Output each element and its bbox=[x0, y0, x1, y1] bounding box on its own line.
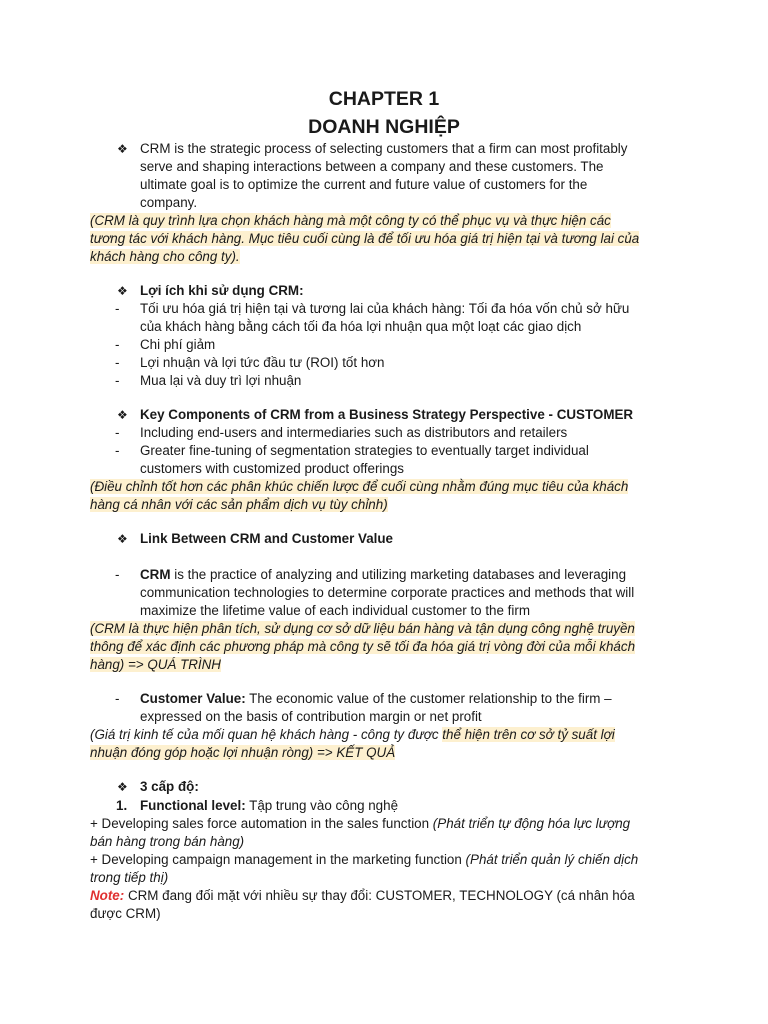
note-label: Note: bbox=[90, 888, 125, 903]
benefit-item: Tối ưu hóa giá trị hiện tại và tương lai của khách hàng: Tối đa hóa vốn chủ sở hữu bbox=[140, 301, 630, 316]
benefits-heading: Lợi ích khi sử dụng CRM: bbox=[140, 283, 304, 298]
intro-vi-text: (CRM là quy trình lựa chọn khách hàng mà một công ty có thể phục vụ và thực hiện các bbox=[90, 213, 611, 228]
crm-definition-line: maximize the lifetime value of each individual customer to the firm bbox=[140, 603, 530, 618]
crm-vi-line bbox=[90, 656, 221, 674]
components-vi-text: (Điều chỉnh tốt hơn các phân khúc chiến lược để cuối cùng nhằm đúng mục tiêu của khách bbox=[90, 479, 629, 494]
intro-vi-text: khách hàng cho công ty). bbox=[90, 249, 240, 264]
benefit-item: Lợi nhuận và lợi tức đầu tư (ROI) tốt hơn bbox=[140, 355, 385, 370]
level-item bbox=[140, 797, 398, 815]
intro-vi-line bbox=[90, 212, 611, 230]
value-vi-line bbox=[90, 726, 615, 744]
crm-vi-text: thông để xác định các phương pháp mà công ty sẽ tối đa hóa giá trị vòng đời của mỗi khách bbox=[90, 639, 636, 654]
note-line: được CRM) bbox=[90, 906, 161, 921]
value-vi-highlight: thể hiện trên cơ sở tỷ suất lợi bbox=[442, 727, 615, 742]
components-vi-line bbox=[90, 496, 388, 514]
value-vi-highlight: nhuận đóng góp hoặc lợi nhuận ròng) => KẾT QUẢ bbox=[90, 745, 396, 760]
diamond-bullet-icon: ❖ bbox=[117, 780, 128, 794]
level-text: Tập trung vào công nghệ bbox=[245, 798, 399, 813]
value-vi-line bbox=[90, 744, 395, 762]
dash-bullet: - bbox=[115, 443, 120, 458]
value-definition-line: expressed on the basis of contribution margin or net profit bbox=[140, 709, 482, 724]
component-item: customers with customized product offerings bbox=[140, 461, 404, 476]
benefit-item: Chi phí giảm bbox=[140, 337, 216, 352]
note-line bbox=[90, 887, 635, 905]
dash-bullet: - bbox=[115, 373, 120, 388]
level-point-vi: trong tiếp thị) bbox=[90, 870, 169, 885]
chapter-subtitle: DOANH NGHIỆP bbox=[308, 116, 460, 138]
dash-bullet: - bbox=[115, 355, 120, 370]
benefit-item: Mua lại và duy trì lợi nhuận bbox=[140, 373, 302, 388]
intro-vi-line bbox=[90, 248, 240, 266]
diamond-bullet-icon: ❖ bbox=[117, 408, 128, 422]
crm-vi-line bbox=[90, 620, 635, 638]
dash-bullet: - bbox=[115, 425, 120, 440]
intro-line: CRM is the strategic process of selecting customers that a firm can most profitably bbox=[140, 141, 628, 156]
component-item: Greater fine-tuning of segmentation strategies to eventually target individual bbox=[140, 443, 589, 458]
level-number: 1. bbox=[116, 798, 128, 813]
dash-bullet: - bbox=[115, 337, 120, 352]
components-vi-line bbox=[90, 478, 628, 496]
components-vi-text: hàng cá nhân với các sản phẩm dịch vụ tùy chỉnh) bbox=[90, 497, 388, 512]
crm-definition-text: is the practice of analyzing and utilizing marketing databases and leveraging bbox=[170, 567, 627, 582]
level-label: Functional level: bbox=[140, 798, 246, 813]
level-point-vi: (Phát triển quản lý chiến dịch bbox=[465, 852, 639, 867]
benefit-item: của khách hàng bằng cách tối đa hóa lợi nhuận qua một loạt các giao dịch bbox=[140, 319, 582, 334]
dash-bullet: - bbox=[115, 301, 120, 316]
value-term: Customer Value: bbox=[140, 691, 246, 706]
value-definition-line bbox=[140, 690, 612, 708]
value-vi-text: (Giá trị kinh tế của mối quan hệ khách hàng - công ty được bbox=[90, 727, 443, 742]
dash-bullet: - bbox=[115, 567, 120, 582]
level-point bbox=[90, 851, 638, 869]
crm-term: CRM bbox=[140, 567, 171, 582]
intro-line: company. bbox=[140, 195, 198, 210]
note-text: CRM đang đối mặt với nhiều sự thay đổi: CUSTOMER, TECHNOLOGY (cá nhân hóa bbox=[124, 888, 635, 903]
level-point-text: + Developing sales force automation in the sales function bbox=[90, 816, 433, 831]
diamond-bullet-icon: ❖ bbox=[117, 284, 128, 298]
diamond-bullet-icon: ❖ bbox=[117, 142, 128, 156]
crm-vi-line bbox=[90, 638, 635, 656]
intro-vi-text: tương tác với khách hàng. Mục tiêu cuối cùng là để tối ưu hóa giá trị hiện tại và tương lai của bbox=[90, 231, 640, 246]
value-definition-text: The economic value of the customer relationship to the firm – bbox=[245, 691, 612, 706]
intro-vi-line bbox=[90, 230, 639, 248]
dash-bullet: - bbox=[115, 691, 120, 706]
level-point-vi: (Phát triển tự động hóa lực lượng bbox=[432, 816, 631, 831]
crm-definition-line: communication technologies to determine corporate practices and methods that will bbox=[140, 585, 635, 600]
components-heading: Key Components of CRM from a Business Strategy Perspective - CUSTOMER bbox=[140, 407, 634, 422]
crm-definition-line bbox=[140, 566, 626, 584]
link-heading: Link Between CRM and Customer Value bbox=[140, 531, 393, 546]
diamond-bullet-icon: ❖ bbox=[117, 532, 128, 546]
level-point bbox=[90, 815, 630, 833]
intro-line: ultimate goal is to optimize the current and future value of customers for the bbox=[140, 177, 588, 192]
chapter-title: CHAPTER 1 bbox=[328, 88, 440, 110]
component-item: Including end-users and intermediaries such as distributors and retailers bbox=[140, 425, 568, 440]
crm-vi-text: hàng) => QUÁ TRÌNH bbox=[90, 657, 221, 672]
level-point-vi: bán hàng trong bán hàng) bbox=[90, 834, 245, 849]
levels-heading: 3 cấp độ: bbox=[140, 779, 199, 794]
intro-line: serve and shaping interactions between a company and these customers. The bbox=[140, 159, 604, 174]
level-point-text: + Developing campaign management in the marketing function bbox=[90, 852, 466, 867]
crm-vi-text: (CRM là thực hiện phân tích, sử dụng cơ sở dữ liệu bán hàng và tận dụng công nghệ truyền bbox=[90, 621, 635, 636]
